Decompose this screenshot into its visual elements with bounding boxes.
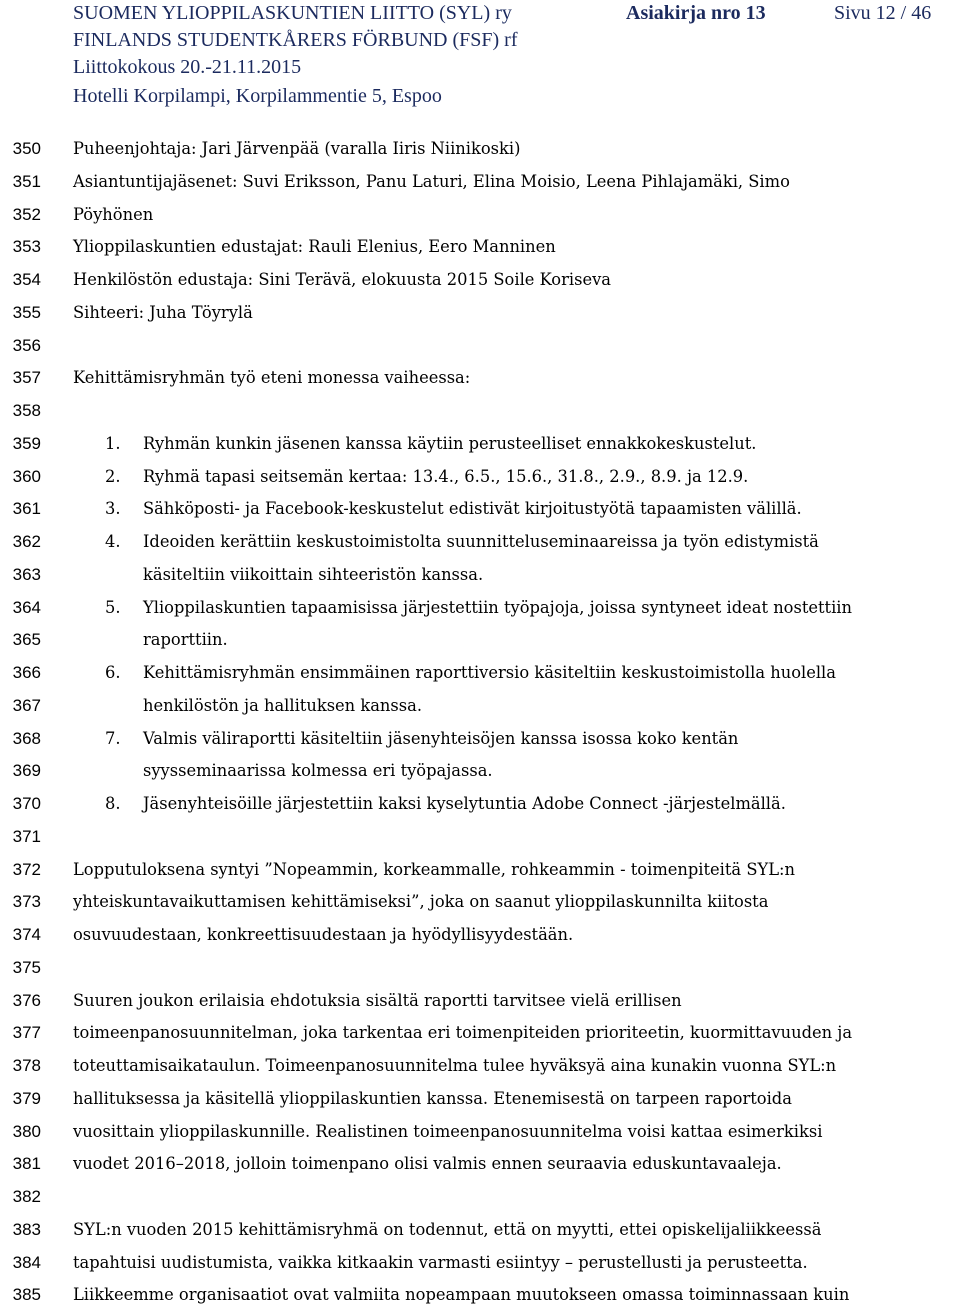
- list-item-number: 3.: [105, 499, 121, 518]
- line-number: 366: [12, 663, 41, 682]
- list-item-text: Ryhmän kunkin jäsenen kanssa käytiin perusteelliset ennakkokeskustelut.: [143, 434, 757, 453]
- line-number: 378: [12, 1056, 41, 1075]
- line-number: 376: [12, 991, 41, 1010]
- list-item-number: 7.: [105, 729, 121, 748]
- line-number: 375: [12, 958, 41, 977]
- paragraph-line: Puheenjohtaja: Jari Järvenpää (varalla Iiris Niinikoski): [73, 139, 521, 158]
- list-item-text: Ideoiden kerättiin keskustoimistolta suunnitteluseminaareissa ja työn edistymistä: [143, 532, 819, 551]
- paragraph-line: Sihteeri: Juha Töyrylä: [73, 303, 253, 322]
- line-number: 360: [12, 467, 41, 486]
- line-number: 371: [12, 827, 41, 846]
- paragraph-line: vuodet 2016–2018, jolloin toimenpano olisi valmis ennen seuraavia eduskuntavaaleja.: [73, 1154, 782, 1173]
- list-item-number: 4.: [105, 532, 121, 551]
- line-number: 359: [12, 434, 41, 453]
- line-number: 369: [12, 761, 41, 780]
- paragraph-line: toteuttamisaikataulun. Toimeenpanosuunnitelma tulee hyväksyä aina kunakin vuonna SYL:n: [73, 1056, 837, 1075]
- line-number: 377: [12, 1023, 41, 1042]
- list-item-number: 8.: [105, 794, 121, 813]
- paragraph-line: Ylioppilaskuntien edustajat: Rauli Elenius, Eero Manninen: [73, 237, 556, 256]
- list-item-continuation: henkilöstön ja hallituksen kanssa.: [143, 696, 422, 715]
- paragraph-line: vuosittain ylioppilaskunnille. Realistinen toimeenpanosuunnitelma voisi kattaa esimerkiksi: [73, 1122, 823, 1141]
- paragraph-line: SYL:n vuoden 2015 kehittämisryhmä on todennut, että on myytti, ettei opiskelijaliikkeessä: [73, 1220, 822, 1239]
- list-item-continuation: syysseminaarissa kolmessa eri työpajassa.: [143, 761, 493, 780]
- list-item-continuation: käsiteltiin viikoittain sihteeristön kanssa.: [143, 565, 484, 584]
- meeting-dates: Liittokokous 20.-21.11.2015: [73, 56, 302, 78]
- line-number: 350: [12, 139, 41, 158]
- line-number: 374: [12, 925, 41, 944]
- paragraph-line: Kehittämisryhmän työ eteni monessa vaiheessa:: [73, 368, 471, 387]
- organization-name-swedish: FINLANDS STUDENTKÅRERS FÖRBUND (FSF) rf: [73, 29, 518, 51]
- line-number: 372: [12, 860, 41, 879]
- list-item-text: Jäsenyhteisöille järjestettiin kaksi kyselytuntia Adobe Connect -järjestelmällä.: [143, 794, 786, 813]
- paragraph-line: tapahtuisi uudistumista, vaikka kitkaakin varmasti esiintyy – perustellusti ja perusteetta.: [73, 1253, 808, 1272]
- paragraph-line: Henkilöstön edustaja: Sini Terävä, elokuusta 2015 Soile Koriseva: [73, 270, 611, 289]
- paragraph-line: toimeenpanosuunnitelman, joka tarkentaa eri toimenpiteiden prioriteetin, kuormittavuuden ja: [73, 1023, 853, 1042]
- paragraph-line: Liikkeemme organisaatiot ovat valmiita nopeampaan muutokseen omassa toiminnassaan kuin: [73, 1285, 850, 1304]
- line-number: 352: [12, 205, 41, 224]
- paragraph-line: hallituksessa ja käsitellä ylioppilaskuntien kanssa. Etenemisestä on tarpeen raportoida: [73, 1089, 792, 1108]
- line-number: 381: [12, 1154, 41, 1173]
- meeting-venue: Hotelli Korpilampi, Korpilammentie 5, Espoo: [73, 85, 442, 107]
- paragraph-line: osuvuudestaan, konkreettisuudestaan ja hyödyllisyydestään.: [73, 925, 574, 944]
- document-number: Asiakirja nro 13: [626, 2, 766, 24]
- list-item-number: 6.: [105, 663, 121, 682]
- list-item-number: 2.: [105, 467, 121, 486]
- line-number: 353: [12, 237, 41, 256]
- line-number: 362: [12, 532, 41, 551]
- line-number: 383: [12, 1220, 41, 1239]
- organization-name-finnish: SUOMEN YLIOPPILASKUNTIEN LIITTO (SYL) ry: [73, 2, 512, 24]
- line-number: 385: [12, 1285, 41, 1304]
- line-number: 363: [12, 565, 41, 584]
- line-number: 370: [12, 794, 41, 813]
- list-item-text: Ryhmä tapasi seitsemän kertaa: 13.4., 6.5., 15.6., 31.8., 2.9., 8.9. ja 12.9.: [143, 467, 749, 486]
- list-item-text: Kehittämisryhmän ensimmäinen raporttiversio käsiteltiin keskustoimistolla huolella: [143, 663, 836, 682]
- line-number: 373: [12, 892, 41, 911]
- line-number: 380: [12, 1122, 41, 1141]
- line-number: 354: [12, 270, 41, 289]
- paragraph-line: Lopputuloksena syntyi ”Nopeammin, korkeammalle, rohkeammin - toimenpiteitä SYL:n: [73, 860, 796, 879]
- paragraph-line: yhteiskuntavaikuttamisen kehittämiseksi”, joka on saanut ylioppilaskunnilta kiitosta: [73, 892, 769, 911]
- line-number: 351: [12, 172, 41, 191]
- list-item-continuation: raporttiin.: [143, 630, 228, 649]
- list-item-text: Ylioppilaskuntien tapaamisissa järjestettiin työpajoja, joissa syntyneet ideat nostettiin: [143, 598, 852, 617]
- line-number: 367: [12, 696, 41, 715]
- line-number: 382: [12, 1187, 41, 1206]
- line-number: 364: [12, 598, 41, 617]
- line-number: 379: [12, 1089, 41, 1108]
- line-number: 368: [12, 729, 41, 748]
- list-item-text: Valmis väliraportti käsiteltiin jäsenyhteisöjen kanssa isossa koko kentän: [143, 729, 739, 748]
- page-number: Sivu 12 / 46: [834, 2, 932, 24]
- line-number: 384: [12, 1253, 41, 1272]
- paragraph-line: Pöyhönen: [73, 205, 154, 224]
- line-number: 355: [12, 303, 41, 322]
- line-number: 357: [12, 368, 41, 387]
- paragraph-line: Asiantuntijajäsenet: Suvi Eriksson, Panu Laturi, Elina Moisio, Leena Pihlajamäki, Simo: [73, 172, 790, 191]
- list-item-text: Sähköposti- ja Facebook-keskustelut edistivät kirjoitustyötä tapaamisten välillä.: [143, 499, 802, 518]
- paragraph-line: Suuren joukon erilaisia ehdotuksia sisältä raportti tarvitsee vielä erillisen: [73, 991, 682, 1010]
- line-number: 358: [12, 401, 41, 420]
- list-item-number: 5.: [105, 598, 121, 617]
- line-number: 361: [12, 499, 41, 518]
- line-number: 365: [12, 630, 41, 649]
- list-item-number: 1.: [105, 434, 121, 453]
- line-number: 356: [12, 336, 41, 355]
